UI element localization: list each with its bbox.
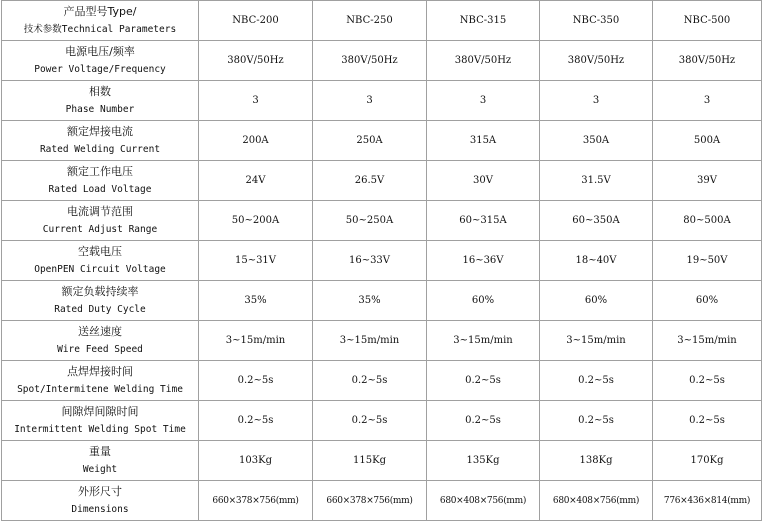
row-label-cell bbox=[2, 81, 199, 121]
header-label-zh: 产品型号Type/ bbox=[63, 4, 137, 18]
value-cell: 500A bbox=[653, 121, 762, 161]
value-cell: 16~33V bbox=[313, 241, 427, 281]
value-cell: 660×378×756(mm) bbox=[313, 481, 427, 521]
value-cell: 0.2~5s bbox=[199, 361, 313, 401]
value-cell: 19~50V bbox=[653, 241, 762, 281]
value-cell: 138Kg bbox=[540, 441, 653, 481]
value-cell: 380V/50Hz bbox=[313, 41, 427, 81]
table-row bbox=[2, 161, 762, 201]
value-cell: 60% bbox=[540, 281, 653, 321]
value-cell: 16~36V bbox=[427, 241, 540, 281]
value-cell: 0.2~5s bbox=[199, 401, 313, 441]
row-label-en: Spot/Intermitene Welding Time bbox=[17, 383, 183, 395]
value-cell: 50~250A bbox=[313, 201, 427, 241]
value-cell: 0.2~5s bbox=[313, 401, 427, 441]
value-cell: 3~15m/min bbox=[199, 321, 313, 361]
value-cell: 35% bbox=[313, 281, 427, 321]
value-cell: 380V/50Hz bbox=[199, 41, 313, 81]
row-label-en: Rated Load Voltage bbox=[48, 183, 152, 195]
value-cell: 0.2~5s bbox=[540, 361, 653, 401]
value-cell: 135Kg bbox=[427, 441, 540, 481]
value-cell: 31.5V bbox=[540, 161, 653, 201]
row-label-cell bbox=[2, 401, 199, 441]
value-cell: 60% bbox=[653, 281, 762, 321]
row-label-zh: 额定焊接电流 bbox=[67, 124, 133, 138]
table-row bbox=[2, 401, 762, 441]
value-cell: 3 bbox=[313, 81, 427, 121]
row-label-zh: 额定工作电压 bbox=[67, 164, 133, 178]
row-label-cell bbox=[2, 361, 199, 401]
row-label-en: Phase Number bbox=[65, 103, 135, 115]
model-cell: NBC-500 bbox=[653, 1, 762, 41]
value-cell: 30V bbox=[427, 161, 540, 201]
row-label-en: Rated Welding Current bbox=[39, 143, 161, 155]
value-cell: 380V/50Hz bbox=[540, 41, 653, 81]
value-cell: 350A bbox=[540, 121, 653, 161]
value-cell: 0.2~5s bbox=[427, 401, 540, 441]
row-label-en: Rated Duty Cycle bbox=[54, 303, 146, 315]
model-cell: NBC-200 bbox=[199, 1, 313, 41]
row-label-en: Power Voltage/Frequency bbox=[34, 63, 166, 75]
value-cell: 80~500A bbox=[653, 201, 762, 241]
table-body bbox=[2, 41, 762, 521]
row-label-zh: 电源电压/频率 bbox=[65, 44, 135, 58]
model-cell: NBC-315 bbox=[427, 1, 540, 41]
row-label-zh: 间隙焊间隙时间 bbox=[61, 404, 139, 418]
value-cell: 60% bbox=[427, 281, 540, 321]
row-label-cell bbox=[2, 481, 199, 521]
row-label-en: Current Adjust Range bbox=[42, 223, 158, 235]
value-cell: 660×378×756(mm) bbox=[199, 481, 313, 521]
row-label-cell bbox=[2, 161, 199, 201]
spec-table bbox=[1, 0, 762, 521]
value-cell: 3 bbox=[653, 81, 762, 121]
row-label-zh: 点焊焊接时间 bbox=[67, 364, 133, 378]
row-label-en: Weight bbox=[82, 463, 118, 475]
value-cell: 103Kg bbox=[199, 441, 313, 481]
row-label-zh: 电流调节范围 bbox=[67, 204, 133, 218]
row-label-zh: 额定负载持续率 bbox=[61, 284, 139, 298]
value-cell: 0.2~5s bbox=[653, 401, 762, 441]
value-cell: 18~40V bbox=[540, 241, 653, 281]
row-label-cell bbox=[2, 281, 199, 321]
value-cell: 200A bbox=[199, 121, 313, 161]
value-cell: 3 bbox=[199, 81, 313, 121]
value-cell: 50~200A bbox=[199, 201, 313, 241]
row-label-cell bbox=[2, 321, 199, 361]
value-cell: 3~15m/min bbox=[653, 321, 762, 361]
table-row bbox=[2, 81, 762, 121]
row-label-cell bbox=[2, 441, 199, 481]
row-label-cell bbox=[2, 201, 199, 241]
table-row bbox=[2, 121, 762, 161]
table-header-row bbox=[2, 1, 762, 41]
value-cell: 60~315A bbox=[427, 201, 540, 241]
row-label-cell bbox=[2, 241, 199, 281]
value-cell: 776×436×814(mm) bbox=[653, 481, 762, 521]
value-cell: 0.2~5s bbox=[653, 361, 762, 401]
table-row bbox=[2, 321, 762, 361]
value-cell: 26.5V bbox=[313, 161, 427, 201]
table-row bbox=[2, 441, 762, 481]
value-cell: 680×408×756(mm) bbox=[427, 481, 540, 521]
table-row bbox=[2, 41, 762, 81]
row-label-en: Dimensions bbox=[71, 503, 129, 515]
row-label-zh: 外形尺寸 bbox=[78, 484, 122, 498]
row-label-cell bbox=[2, 121, 199, 161]
row-label-zh: 空载电压 bbox=[78, 244, 122, 258]
value-cell: 3~15m/min bbox=[540, 321, 653, 361]
value-cell: 39V bbox=[653, 161, 762, 201]
table-row bbox=[2, 361, 762, 401]
value-cell: 315A bbox=[427, 121, 540, 161]
table-row bbox=[2, 481, 762, 521]
row-label-zh: 送丝速度 bbox=[78, 324, 122, 338]
value-cell: 115Kg bbox=[313, 441, 427, 481]
header-label-cell bbox=[2, 1, 199, 41]
table-row bbox=[2, 241, 762, 281]
value-cell: 35% bbox=[199, 281, 313, 321]
table-row bbox=[2, 201, 762, 241]
table-row bbox=[2, 281, 762, 321]
value-cell: 0.2~5s bbox=[313, 361, 427, 401]
row-label-en: OpenPEN Circuit Voltage bbox=[34, 263, 166, 275]
row-label-zh: 重量 bbox=[89, 444, 111, 458]
row-label-cell bbox=[2, 41, 199, 81]
value-cell: 3~15m/min bbox=[313, 321, 427, 361]
value-cell: 380V/50Hz bbox=[653, 41, 762, 81]
header-label-en: 技术参数Technical Parameters bbox=[23, 23, 177, 35]
row-label-zh: 相数 bbox=[89, 84, 111, 98]
value-cell: 380V/50Hz bbox=[427, 41, 540, 81]
row-label-en: Wire Feed Speed bbox=[57, 343, 143, 355]
value-cell: 3~15m/min bbox=[427, 321, 540, 361]
value-cell: 0.2~5s bbox=[540, 401, 653, 441]
model-cell: NBC-350 bbox=[540, 1, 653, 41]
value-cell: 24V bbox=[199, 161, 313, 201]
row-label-en: Intermittent Welding Spot Time bbox=[14, 423, 186, 435]
value-cell: 60~350A bbox=[540, 201, 653, 241]
value-cell: 15~31V bbox=[199, 241, 313, 281]
value-cell: 680×408×756(mm) bbox=[540, 481, 653, 521]
model-cell: NBC-250 bbox=[313, 1, 427, 41]
value-cell: 3 bbox=[540, 81, 653, 121]
value-cell: 0.2~5s bbox=[427, 361, 540, 401]
value-cell: 250A bbox=[313, 121, 427, 161]
value-cell: 3 bbox=[427, 81, 540, 121]
value-cell: 170Kg bbox=[653, 441, 762, 481]
